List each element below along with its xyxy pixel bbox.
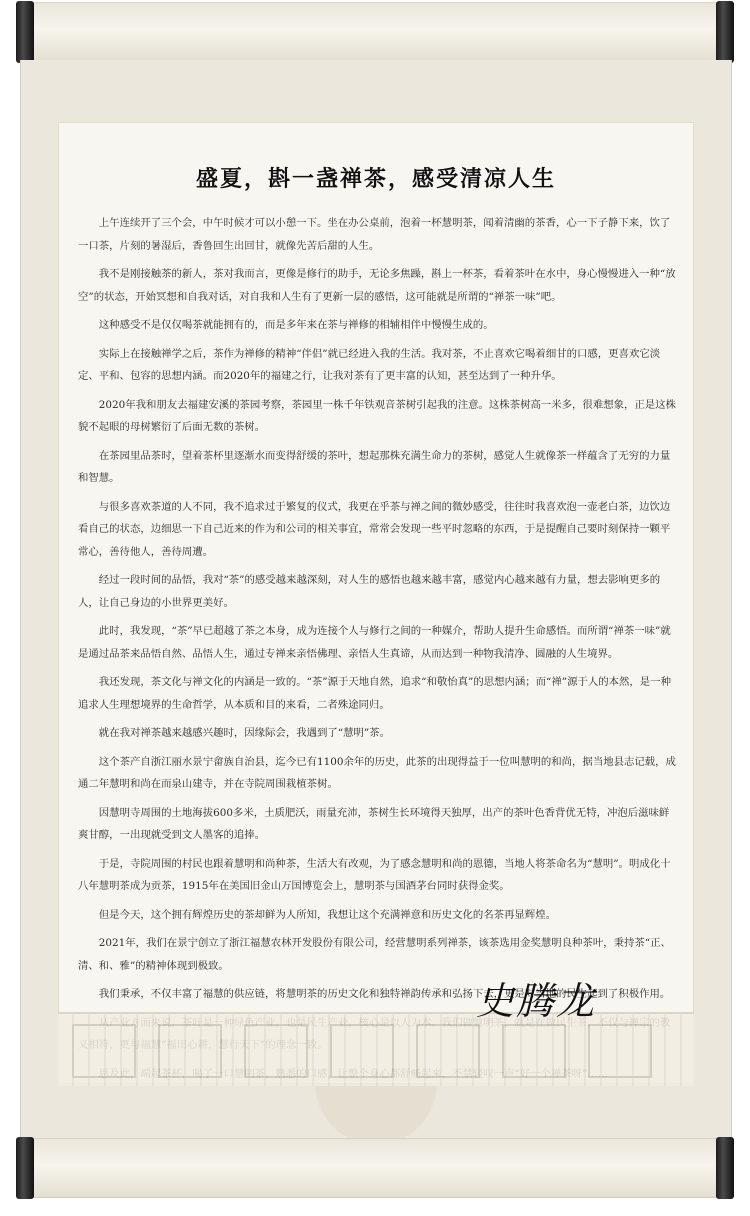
paragraph: 在茶园里品茶时，望着茶杯里逐渐水而变得舒缓的茶叶，想起那株充满生命力的茶树，感觉人生就像茶一样蕴含了无穷的力量和智慧。 [78,449,671,484]
paragraph: 经过一段时间的品悟，我对“茶”的感受越来越深刻，对人生的感悟也越来越丰富，感觉内心越来越有力量，想去影响更多的人，让自己身边的小世界更美好。 [78,574,661,609]
roller-knob-right [716,1,734,63]
paragraph: 2020年我和朋友去福建安溪的茶园考察，茶园里一株千年铁观音茶树引起我的注意。这株茶树高一米多，很难想象，正是这株貌不起眼的母树繁衍了后面无数的茶树。 [78,398,676,433]
paragraph: 因慧明寺周围的土地海拔600多米，土质肥沃，雨量充沛，茶树生长环境得天独厚，出产的茶叶色香背优无特，冲泡后滋味鲜爽甘醇，一出现就受到文人墨客的追捧。 [78,806,670,841]
essay-title: 盛夏，斟一盏禅茶，感受清凉人生 [195,166,556,192]
paragraph: 2021年，我们在景宁创立了浙江福慧农林开发股份有限公司，经营慧明系列禅茶，该茶选用金奖慧明良种茶叶，秉持茶“正、清、和、雅”的精神体现到极致。 [78,937,671,972]
top-scroll-roller [20,2,730,62]
author-signature: 史腾龙 [476,979,597,1023]
roller-knob-left [16,1,34,63]
paragraph: 上午连续开了三个会，中午时候才可以小憩一下。坐在办公桌前，泡着一杯慧明茶，闻着清幽的茶香，心一下子静下来，饮了一口茶，片刻的暑湿后，香鲁回生出回甘，就像先苦后甜的人生。 [78,217,671,252]
roller-knob-left [16,1137,34,1199]
fret-ornament [588,1024,652,1078]
fret-ornament [330,1024,394,1078]
paragraph: 我还发现，茶文化与禅文化的内涵是一致的。“茶”源于天地自然，追求“和敬怡真”的思想内涵；而“禅”源于人的本然，是一种追求人生理想境界的生命哲学，从本质和目的来看，二者殊途同归。 [78,676,671,711]
paragraph: 实际上在接触禅学之后，茶作为禅修的精神“伴侣”就已经进入我的生活。我对茶，不止喜欢它喝着细甘的口感，更喜欢它淡定、平和、包容的思想内涵。而2020年的福建之行，让我对茶有了更丰富的认知，甚至达到了一种升华。 [78,347,661,382]
decorative-fret-border [58,1012,694,1086]
paragraph: 这个茶产自浙江丽水景宁畲族自治县，迄今已有1100余年的历史，此茶的出现得益于一位叫慧明的和尚，据当地县志记载，成通二年慧明和尚在而泉山建寺，并在寺院周围栽植茶树。 [78,755,676,790]
fret-ornament [416,1024,480,1078]
fret-ornament [502,1024,566,1078]
paragraph: 与很多喜欢茶道的人不同，我不追求过于繁复的仪式，我更在乎茶与禅之间的微妙感受，往往时我喜欢泡一壶老白茶，边饮边看自己的状态，边细思一下自己近来的作为和公司的相关事宜，常常会发现一些平时忽略的东西，于是提醒自己要时刻保持一颗平常心，善待他人，善待周遭。 [78,500,671,558]
roller-knob-right [716,1137,734,1199]
fret-ornament [244,1024,308,1078]
fret-ornament [158,1024,222,1078]
fret-ornament [72,1024,136,1078]
paragraph: 我不是刚接触茶的新人，茶对我而言，更像是修行的助手，无论多焦躁，斟上一杯茶，看着茶叶在水中，身心慢慢进入一种“放空”的状态，开始冥想和自我对话，对自我和人生有了更新一层的感悟，这可能就是所谓的“禅茶一味”吧。 [78,268,676,303]
paragraph: 此时，我发现，“茶”早已超越了茶之本身，成为连接个人与修行之间的一种媒介，帮助人提升生命感悟。而所谓“禅茶一味”就是通过品茶来品悟自然、品悟人生，通过专禅来亲悟佛理、亲悟人生真谛，从而达到一种物我清净、圆融的人生境界。 [78,625,671,660]
paragraph: 我们秉承，不仅丰富了福慧的供应链，将慧明茶的历史文化和独特禅韵传承和弘扬下去，更是对当地的民生起到了积极作用。 [98,988,671,1000]
essay-body [78,212,676,1091]
paragraph: 这种感受不是仅仅喝茶就能拥有的，而是多年来在茶与禅修的相辅相伴中慢慢生成的。 [98,319,494,331]
paragraph: 但是今天，这个拥有辉煌历史的茶却鲜为人所知，我想让这个充满禅意和历史文化的名茶再显辉煌。 [98,908,556,921]
bottom-scroll-roller [20,1138,730,1198]
paragraph: 于是，寺院周围的村民也跟着慧明和尚种茶，生活大有改观，为了感念慧明和尚的恩德，当地人将茶命名为“慧明”。明成化十八年慧明茶成为贡茶，1915年在美国旧金山万国博览会上，慧明茶与国酒茅台同时获得金奖。 [78,857,671,892]
paragraph: 就在我对禅茶越来越感兴趣时，因缘际会，我遇到了“慧明”茶。 [98,727,390,739]
calligraphy-paper [58,122,694,1084]
